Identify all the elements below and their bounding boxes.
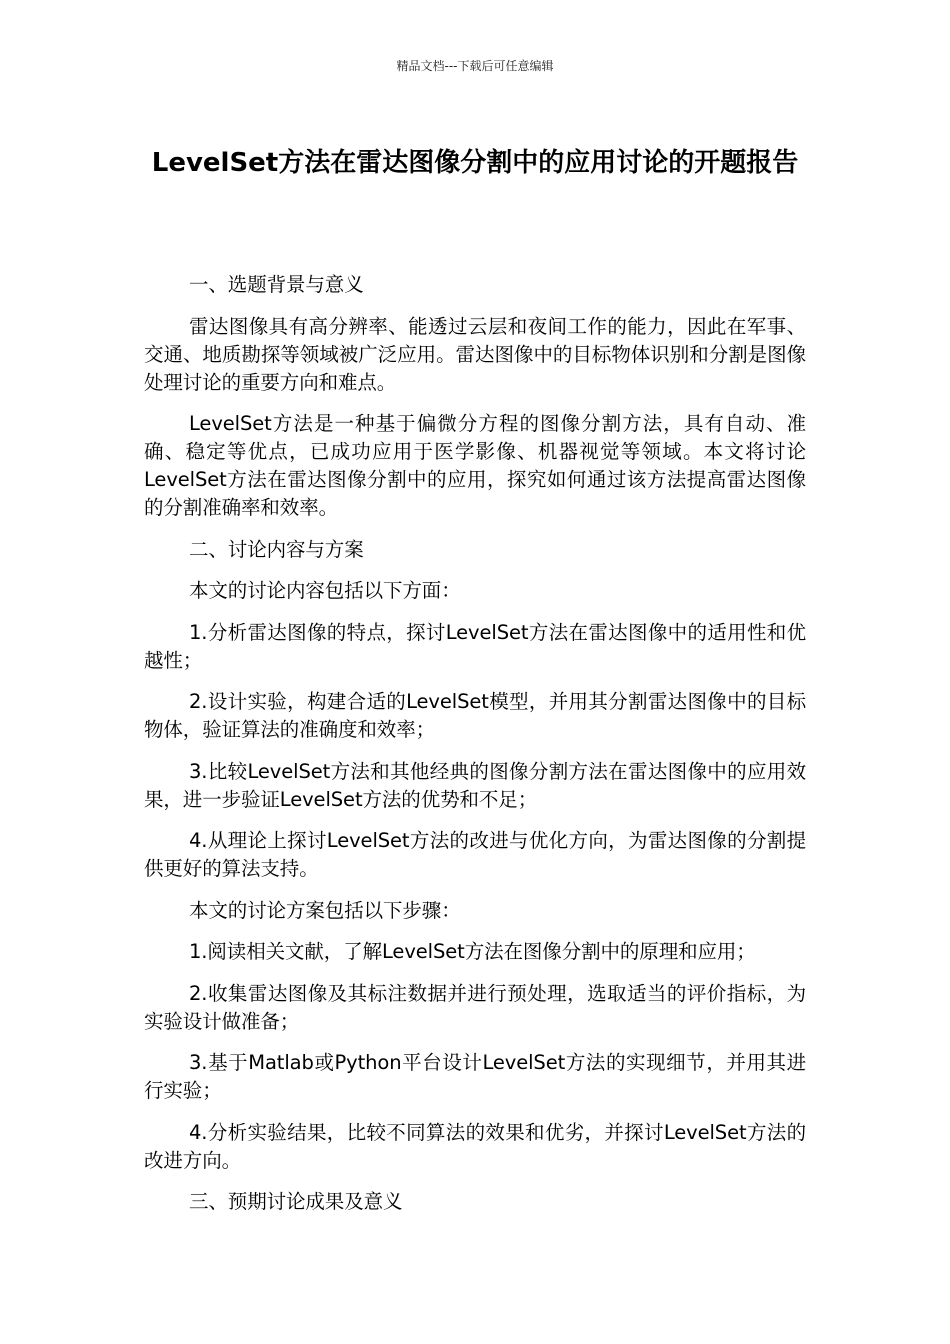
section-heading-background: 一、选题背景与意义 (189, 273, 364, 296)
section-heading-outcomes: 三、预期讨论成果及意义 (189, 1190, 403, 1213)
document-body (144, 271, 806, 1230)
list-item-content-4: 4.从理论上探讨LevelSet方法的改进与优化方向，为雷达图像的分割提供更好的算法支持。 (144, 829, 806, 880)
section-heading-content: 二、讨论内容与方案 (189, 537, 364, 561)
list-item-plan-3: 3.基于Matlab或Python平台设计LevelSet方法的实现细节，并用其进行实验； (144, 1051, 806, 1102)
list-item-plan-1: 1.阅读相关文献，了解LevelSet方法在图像分割中的原理和应用； (189, 940, 756, 963)
list-item-content-3: 3.比较LevelSet方法和其他经典的图像分割方法在雷达图像中的应用效果，进一步验证LevelSet方法的优势和不足； (144, 759, 806, 811)
list-item-content-2: 2.设计实验，构建合适的LevelSet模型，并用其分割雷达图像中的目标物体，验证算法的准确度和效率； (144, 690, 806, 741)
header-note: 精品文档---下载后可任意编辑 (396, 59, 554, 73)
paragraph-plan-intro: 本文的讨论方案包括以下步骤： (189, 898, 461, 922)
list-item-content-1: 1.分析雷达图像的特点，探讨LevelSet方法在雷达图像中的适用性和优越性； (144, 620, 806, 672)
paragraph-levelset-intro: LevelSet方法是一种基于偏微分方程的图像分割方法，具有自动、准确、稳定等优点，已成功应用于医学影像、机器视觉等领域。本文将讨论LevelSet方法在雷达图像分割中的应用，探究如何通过该方法提高雷达图像的分割准确率和效率。 (144, 412, 806, 519)
list-item-plan-2: 2.收集雷达图像及其标注数据并进行预处理，选取适当的评价指标，为实验设计做准备； (144, 981, 806, 1033)
list-item-plan-4: 4.分析实验结果，比较不同算法的效果和优劣，并探讨LevelSet方法的改进方向。 (144, 1120, 806, 1172)
paragraph-content-intro: 本文的讨论内容包括以下方面： (189, 579, 461, 602)
paragraph-radar-intro: 雷达图像具有高分辨率、能透过云层和夜间工作的能力，因此在军事、交通、地质勘探等领域被广泛应用。雷达图像中的目标物体识别和分割是图像处理讨论的重要方向和难点。 (144, 314, 806, 394)
document-title: LevelSet方法在雷达图像分割中的应用讨论的开题报告 (151, 148, 799, 178)
